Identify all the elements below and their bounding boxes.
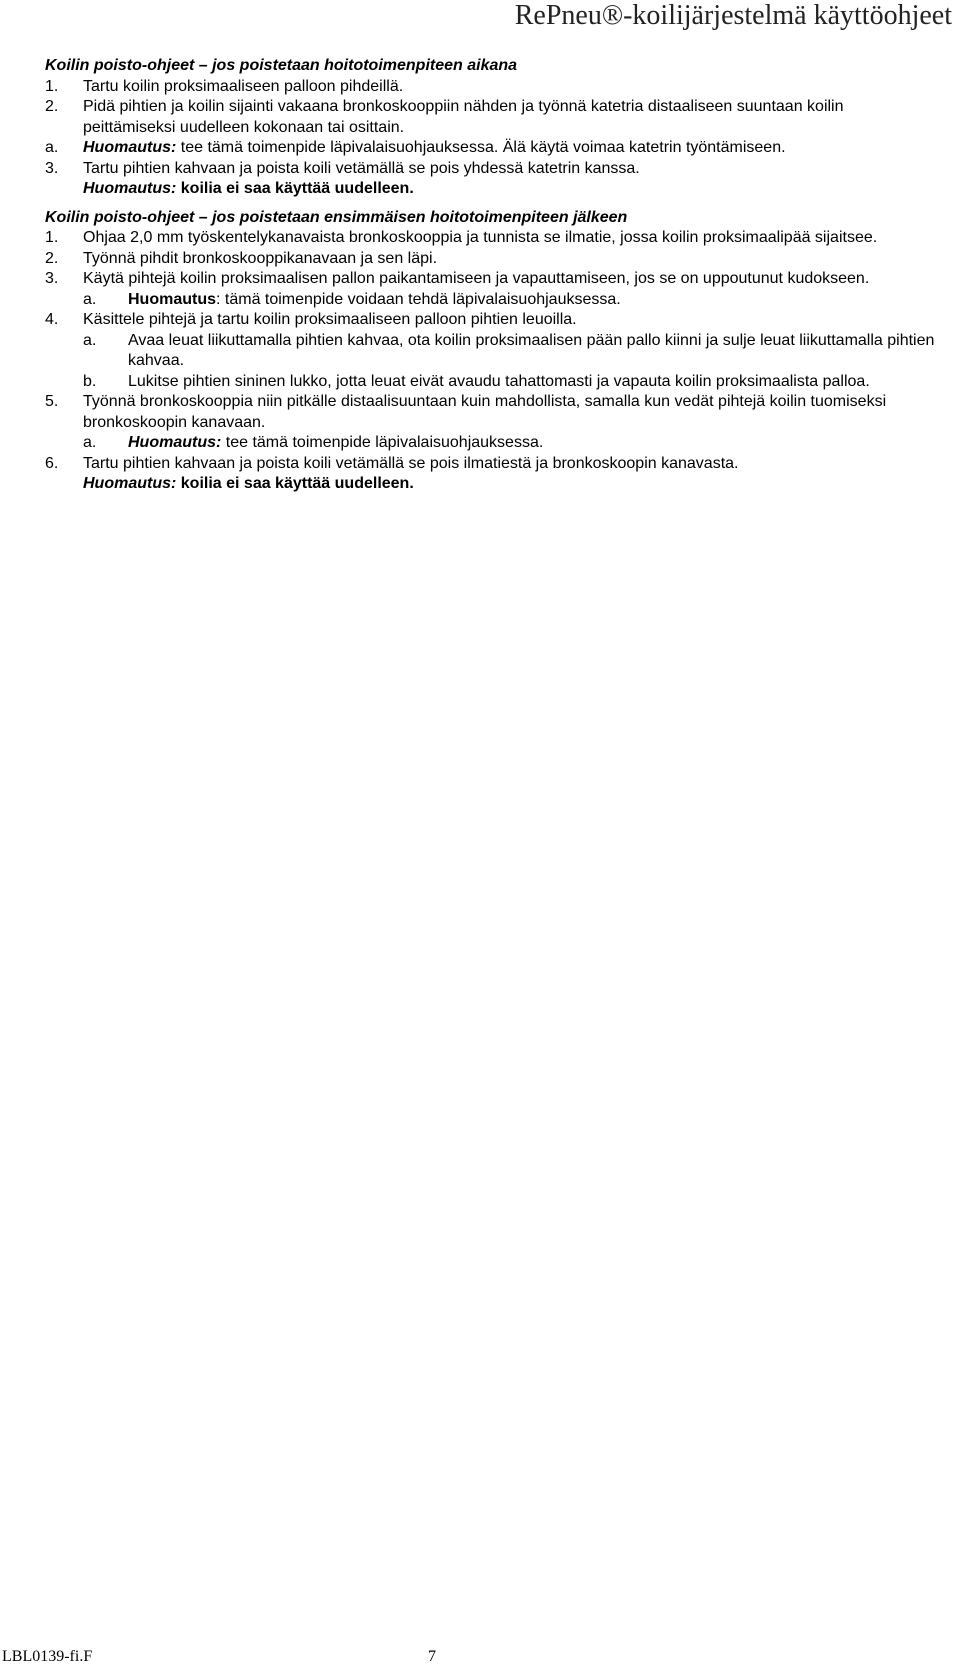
sub-step-item <box>45 372 940 393</box>
step-text: Käsittele pihtejä ja tartu koilin proksimaaliseen palloon pihtien leuoilla. <box>83 311 577 328</box>
step-text: Käytä pihtejä koilin proksimaalisen pallon paikantamiseen ja vapauttamiseen, jos se on uppoutunut kudokseen. <box>83 270 870 287</box>
step-number: 1. <box>45 229 59 246</box>
step-text: Ohjaa 2,0 mm työskentelykanavaista bronkoskooppia ja tunnista se ilmatie, jossa koilin proksimaalipää sijaitsee. <box>83 229 878 246</box>
step-number: 1. <box>45 77 59 95</box>
step-number: 5. <box>45 393 59 410</box>
step-number: 3. <box>45 159 59 177</box>
step-item <box>45 392 940 433</box>
sub-step-item <box>45 331 940 372</box>
sub-step-item <box>45 138 940 159</box>
note-text: koilia ei saa käyttää uudelleen. <box>176 475 414 492</box>
sub-step-letter: a. <box>83 290 97 308</box>
step-item <box>45 77 940 98</box>
step-item <box>45 310 940 331</box>
note-text: koilia ei saa käyttää uudelleen. <box>176 180 414 197</box>
step-number: 2. <box>45 249 59 267</box>
sub-step-letter: b. <box>83 372 97 390</box>
step-item <box>45 228 940 249</box>
step-text: Tartu koilin proksimaaliseen palloon pihdeillä. <box>83 77 404 95</box>
step-text: Pidä pihtien ja koilin sijainti vakaana bronkoskooppiin nähden ja työnnä katetria distaaliseen suuntaan koilin peittämiseksi uudelleen kokonaan tai osittain. <box>83 98 844 136</box>
step-text: Tartu pihtien kahvaan ja poista koili vetämällä se pois yhdessä katetrin kanssa. <box>83 159 640 177</box>
sub-step-text: tee tämä toimenpide läpivalaisuohjauksessa. Älä käytä voimaa katetrin työntämiseen. <box>176 139 786 156</box>
note-label: Huomautus: <box>128 434 222 451</box>
note-label: Huomautus: <box>83 180 177 197</box>
reuse-warning <box>45 179 940 200</box>
note-label: Huomautus: <box>83 475 177 492</box>
step-item <box>45 97 940 138</box>
step-item <box>45 454 940 475</box>
step-number: 6. <box>45 454 59 472</box>
sub-step-letter: a. <box>83 434 97 451</box>
step-item <box>45 269 940 290</box>
document-code: LBL0139-fi.F <box>2 1648 93 1665</box>
step-text: Työnnä bronkoskooppia niin pitkälle distaalisuuntaan kuin mahdollista, samalla kun vedät pihtejä koilin tuomiseksi bronkoskoopin kanavaan. <box>83 393 887 431</box>
note-label: Huomautus: <box>83 139 177 156</box>
note-label: Huomautus <box>128 290 216 308</box>
sub-step-letter: a. <box>83 331 97 349</box>
sub-step-letter: a. <box>45 139 59 156</box>
reuse-warning <box>45 474 940 495</box>
sub-step-text: : tämä toimenpide voidaan tehdä läpivalaisuohjauksessa. <box>216 290 621 308</box>
step-item <box>45 249 940 270</box>
step-number: 2. <box>45 98 59 115</box>
sub-step-text: tee tämä toimenpide läpivalaisuohjauksessa. <box>221 434 544 451</box>
step-text: Työnnä pihdit bronkoskooppikanavaan ja sen läpi. <box>83 249 438 267</box>
step-item <box>45 159 940 180</box>
document-body <box>45 56 940 495</box>
step-text: Tartu pihtien kahvaan ja poista koili vetämällä se pois ilmatiestä ja bronkoskoopin kanavasta. <box>83 454 739 472</box>
section-title-after-procedure: Koilin poisto-ohjeet – jos poistetaan ensimmäisen hoitotoimenpiteen jälkeen <box>45 208 628 226</box>
step-number: 4. <box>45 311 59 328</box>
page-number: 7 <box>428 1648 436 1665</box>
step-number: 3. <box>45 270 59 287</box>
document-header-title: RePneu®-koilijärjestelmä käyttöohjeet <box>514 0 952 31</box>
sub-step-item <box>45 433 940 454</box>
sub-step-text: Lukitse pihtien sininen lukko, jotta leuat eivät avaudu tahattomasti ja vapauta koilin proksimaalista palloa. <box>128 372 870 390</box>
section-title-during-procedure: Koilin poisto-ohjeet – jos poistetaan hoitotoimenpiteen aikana <box>45 57 518 74</box>
sub-step-item <box>45 290 940 311</box>
sub-step-text: Avaa leuat liikuttamalla pihtien kahvaa, ota koilin proksimaalisen pään pallo kiinni ja sulje leuat liikuttamalla pihtien kahvaa. <box>128 331 935 369</box>
